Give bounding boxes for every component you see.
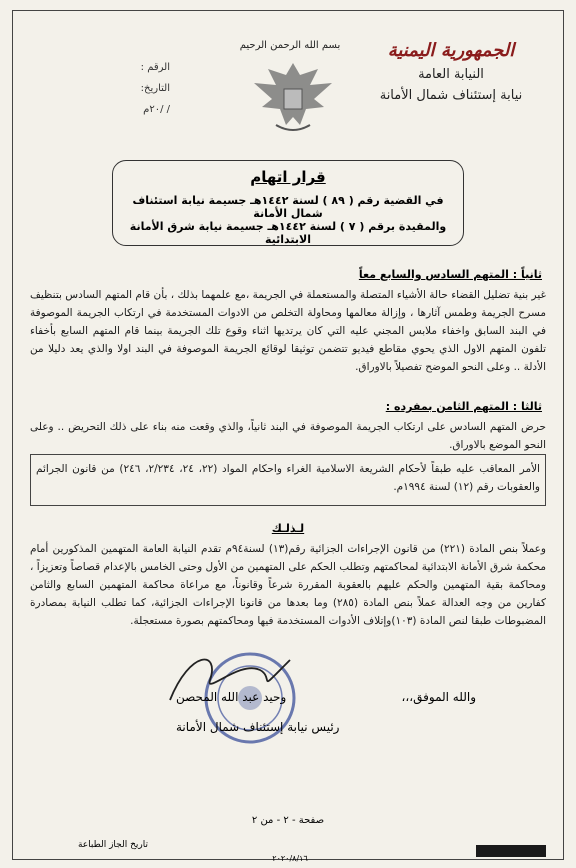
date-label: التاريخ: <box>140 83 170 94</box>
section-heading-third: ثالثا : المتهم الثامن بمفرده : <box>385 400 542 413</box>
signature-block <box>176 690 476 734</box>
page-number: صفحة - ٢ - من ٢ <box>251 815 325 826</box>
closing-phrase: والله الموفق،،، <box>401 690 476 704</box>
date-value: / /٢٠م <box>143 104 170 115</box>
therefore-heading: لـذلـك <box>271 522 305 535</box>
eagle-emblem-icon <box>248 55 338 140</box>
republic-name: الجمهورية اليمنية <box>387 40 515 61</box>
signer-name: وحيد عبد الله المحصن <box>176 690 287 704</box>
reference-block <box>30 62 170 125</box>
registration-number: والمقيدة برقم ( ٧ ) لسنة ١٤٤٢هـ جسيمة نيابة شرق الأمانة الابتدائية <box>129 220 447 246</box>
section-text-second: غير بنية تضليل القضاء حالة الأشياء المتصلة والمستعملة في الجريمة ،مع علمهما بذلك ، بأن قام المتهم السادس بتنظيف مسرح الجريمة وطمس آثارها ، وإزالة معالمها ومحاولة التخلص من الادوات المستخدمة في ارتكاب الجريمة الموصوفة في البند السابق واخفاء ملابس المجني عليه التي كان يرتديها اثناء وقوع تلك الجريمة بينما قام المتهم السابع بأخفاء تلفون المتهم الاول الذي يحوي مقاطع فيديو تتضمن توثيقا لوقائع الجريمة الموصوفة في البند اولا والذي يعد دليلا من الأدلة .. وعلى النحو الموضح تفصيلاً بالاوراق. <box>30 289 546 373</box>
print-date-label: تاريخ الجاز الطباعة <box>77 840 148 850</box>
section-heading-second: ثانياً : المتهم السادس والسابع معاً <box>358 268 542 281</box>
number-label: الرقم : <box>140 62 170 73</box>
legal-basis-text: الأمر المعاقب عليه طبقاً لأحكام الشريعة الاسلامية الغراء واحكام المواد (٢٢، ٢٤، ٢/٢٣٤، ٢٤٦) من قانون الجرائم والعقوبات رقم (١٢) لسنة ١٩٩٤م. <box>36 463 540 493</box>
case-number: في القضية رقم ( ٨٩ ) لسنة ١٤٤٢هـ جسيمة نيابة استئناف شمال الأمانة <box>132 194 444 220</box>
section-text-third: حرض المتهم السادس على ارتكاب الجريمة الموصوفة في البند ثانياً، والذي وقعت منه بناء على ذلك التحريض .. وعلى النحو الموضع بالاوراق. <box>30 421 546 451</box>
letterhead <box>356 40 546 103</box>
document-title: قرار اتهام <box>250 168 326 186</box>
basmala: بسم الله الرحمن الرحيم <box>239 40 341 51</box>
footer-logo-icon <box>476 845 546 857</box>
office-name: نيابة إستئناف شمال الأمانة <box>379 88 523 103</box>
authority-name: النيابة العامة <box>418 67 484 82</box>
signer-title: رئيس نيابة إستئناف شمال الأمانة <box>176 720 340 734</box>
bottom-date: ٢٠٢٠/٨/١٦ <box>272 854 308 863</box>
decision-text: وعملاً بنص المادة (٢٢١) من قانون الإجراءات الجزائية رقم(١٣) لسنة٩٤م تقدم النيابة العامة المتهمين المذكورين أمام محكمة شرق الأمانة الابتدائية لمحاكمتهم وتطلب الحكم على المتهمين من الأول وحتى الخامس بالإعدام قصاصاً وتعزيزاً ، ومحاكمة بقية المتهمين والحكم عليهم بالعقوبة المقررة شرعاً وقانوناً، مع مراعاة محاكمة المتهمين السابع والثامن كفارين من وجه العدالة عملاً بنص المادة (٢٨٥) وما بعدها من قانونا الإجراءات الجزائية، كما تطلب النيابة بمصادرة المضبوطات طبقا لنص المادة (١٠٣)وإتلاف الأدوات المستخدمة فيها ومحاكمتهم بصورة مستعجلة. <box>30 543 546 627</box>
